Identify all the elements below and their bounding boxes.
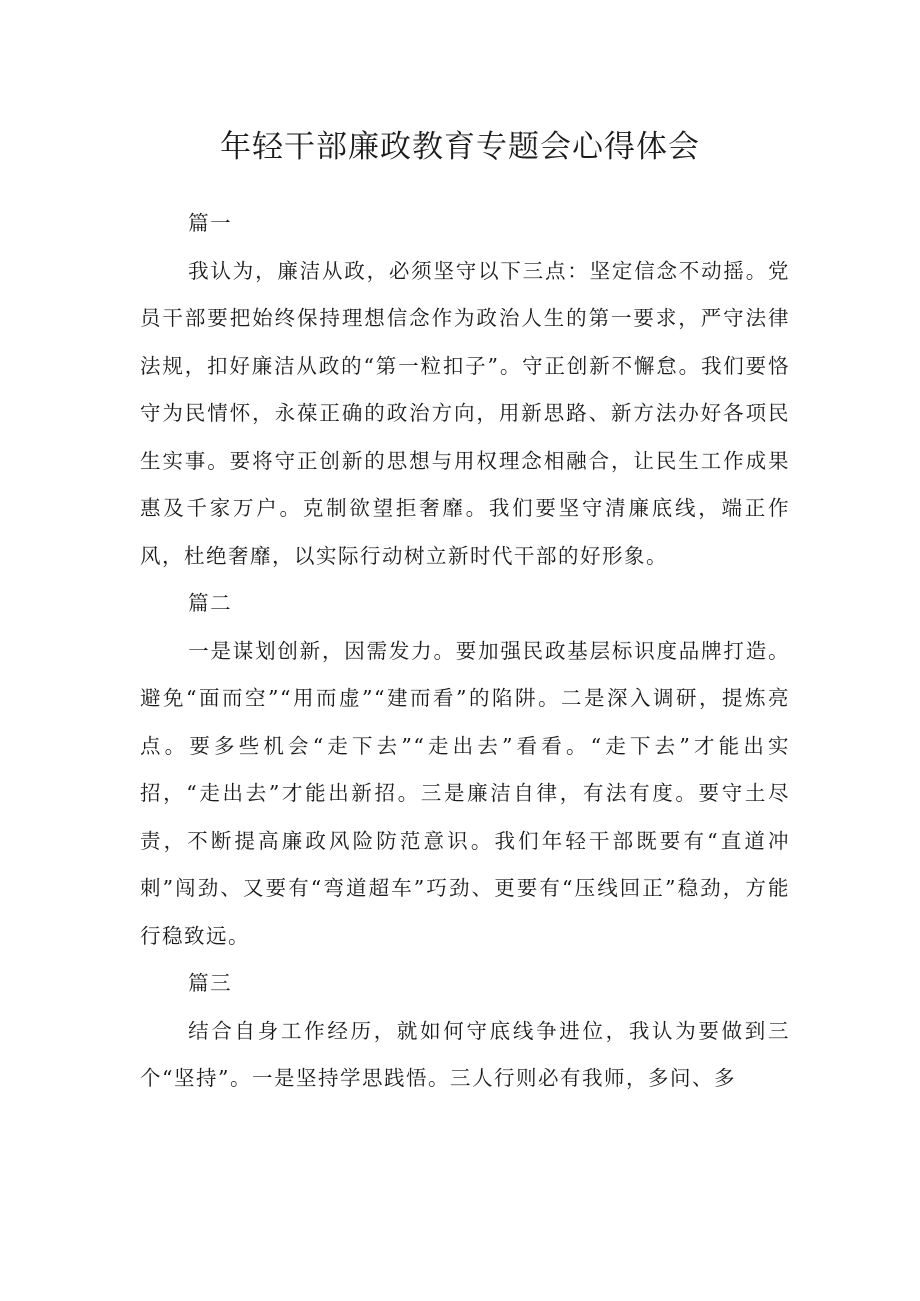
section-paragraph-3: 结合自身工作经历，就如何守底线争进位，我认为要做到三个“坚持”。一是坚持学思践悟。三人行则必有我师，多问、多 <box>140 1018 790 1090</box>
document-body <box>140 200 790 1103</box>
section-heading-1: 篇一 <box>188 211 233 235</box>
section-heading-3: 篇三 <box>188 971 233 995</box>
document-title: 年轻干部廉政教育专题会心得体会 <box>220 129 700 165</box>
section-paragraph-2: 一是谋划创新，因需发力。要加强民政基层标识度品牌打造。避免“面而空”“用而虚”“建而看”的陷阱。二是深入调研，提炼亮点。要多些机会“走下去”“走出去”看看。“走下去”才能出实招，“走出去”才能出新招。三是廉洁自律，有法有度。要守土尽责，不断提高廉政风险防范意识。我们年轻干部既要有“直道冲刺”闯劲、又要有“弯道超车”巧劲、更要有“压线回正”稳劲，方能行稳致远。 <box>140 638 790 948</box>
section-paragraph-1: 我认为，廉洁从政，必须坚守以下三点：坚定信念不动摇。党员干部要把始终保持理想信念作为政治人生的第一要求，严守法律法规，扣好廉洁从政的“第一粒扣子”。守正创新不懈怠。我们要恪守为民情怀，永葆正确的政治方向，用新思路、新方法办好各项民生实事。要将守正创新的思想与用权理念相融合，让民生工作成果惠及千家万户。克制欲望拒奢靡。我们要坚守清廉底线，端正作风，杜绝奢靡，以实际行动树立新时代干部的好形象。 <box>140 258 790 568</box>
section-heading-2: 篇二 <box>188 591 233 615</box>
